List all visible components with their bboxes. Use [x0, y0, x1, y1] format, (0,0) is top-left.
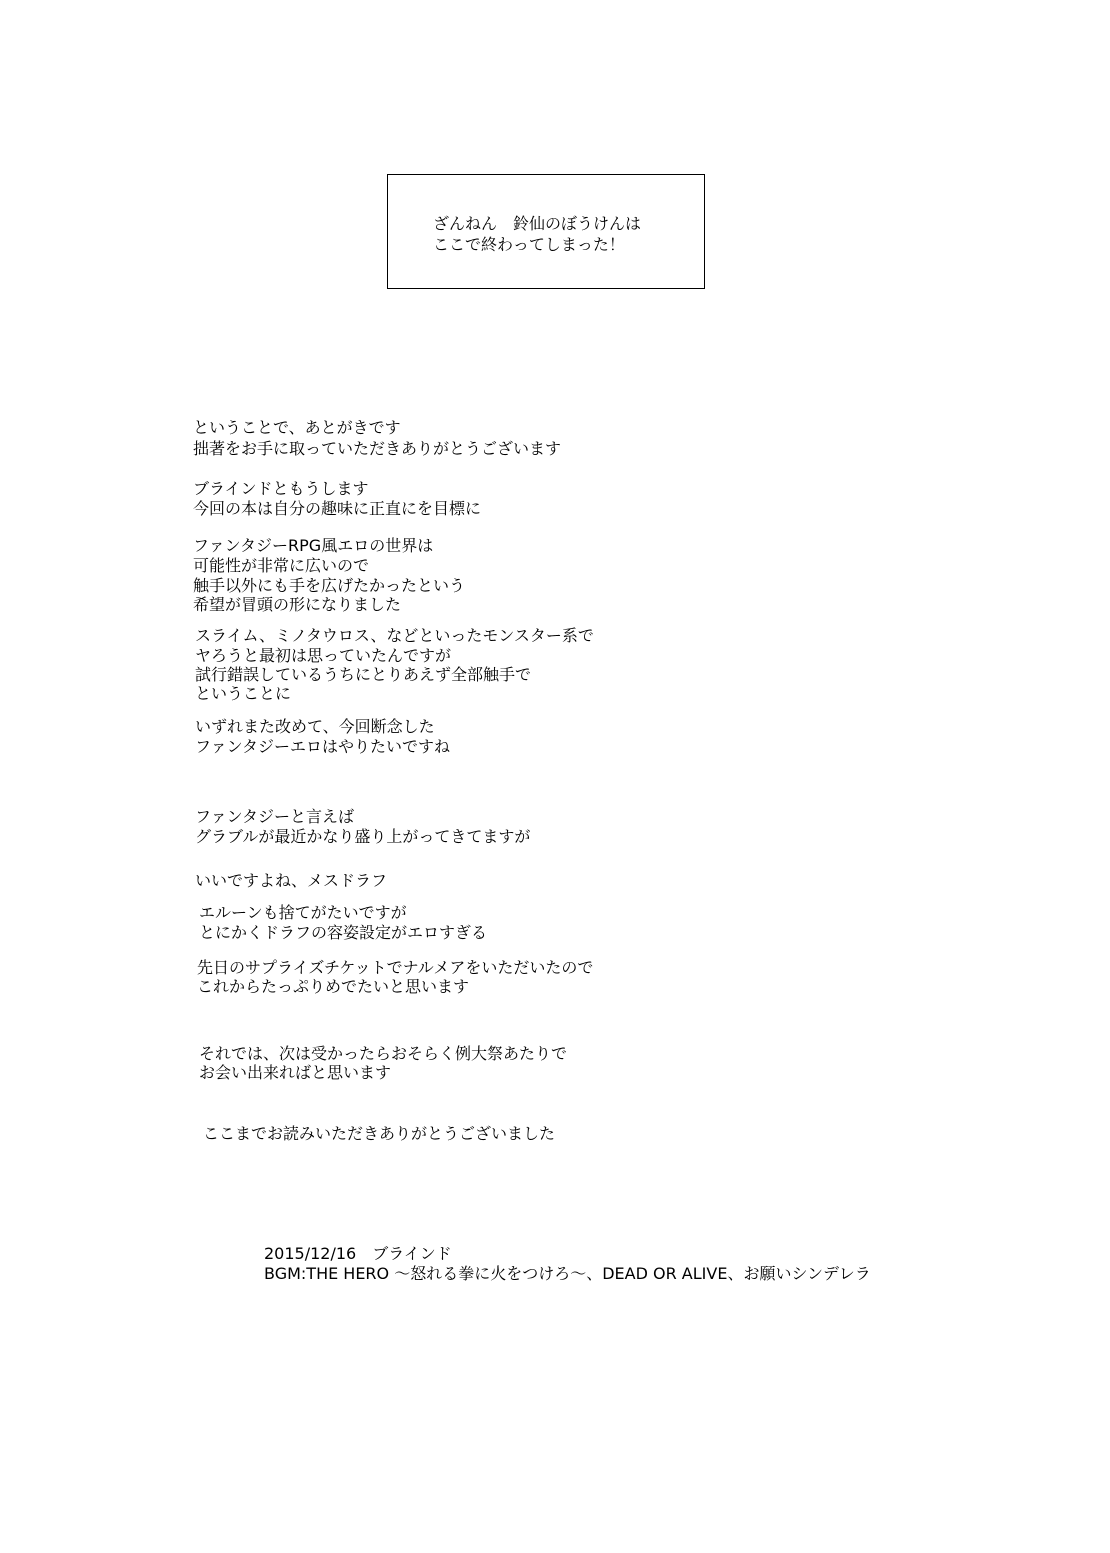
- text-line: 可能性が非常に広いので: [193, 556, 370, 575]
- text-line: ファンタジーと言えば: [195, 807, 355, 826]
- text-line: エルーンも捨てがたいですが: [199, 903, 407, 922]
- game-over-line-2: ここで終わってしまった！: [433, 235, 625, 254]
- text-line: スライム、ミノタウロス、などといったモンスター系で: [195, 626, 594, 645]
- text-line: 試行錯誤しているうちにとりあえず全部触手で: [195, 665, 532, 684]
- text-line: お会い出来ればと思います: [199, 1063, 392, 1082]
- text-line: 拙著をお手に取っていただきありがとうございます: [193, 439, 562, 458]
- bgm-line: BGM:THE HERO ～怒れる拳に火をつけろ～、DEAD OR ALIVE、お願いシンデレラ: [264, 1264, 871, 1283]
- signature-line: 2015/12/16 ブラインド: [264, 1244, 452, 1263]
- text-line: いずれまた改めて、今回断念した: [195, 717, 435, 736]
- text-line: ファンタジーRPG風エロの世界は: [193, 536, 434, 555]
- text-line: 触手以外にも手を広げたかったという: [193, 576, 466, 595]
- game-over-line-1: ざんねん 鈴仙のぼうけんは: [433, 214, 642, 233]
- text-line: 希望が冒頭の形になりました: [193, 595, 402, 614]
- game-over-text: [433, 213, 641, 255]
- text-line: ブラインドともうします: [193, 479, 369, 498]
- text-line: 今回の本は自分の趣味に正直にを目標に: [193, 499, 482, 518]
- text-line: それでは、次は受かったらおそらく例大祭あたりで: [199, 1044, 568, 1063]
- text-line: ヤろうと最初は思っていたんですが: [195, 646, 452, 665]
- game-over-box: [387, 174, 705, 289]
- text-line: グラブルが最近かなり盛り上がってきてますが: [195, 827, 531, 846]
- text-line: ここまでお読みいただきありがとうございました: [203, 1124, 556, 1143]
- text-line: これからたっぷりめでたいと思います: [197, 977, 470, 996]
- text-line: 先日のサプライズチケットでナルメアをいただいたので: [197, 958, 594, 977]
- text-line: とにかくドラフの容姿設定がエロすぎる: [199, 923, 488, 942]
- text-line: いいですよね、メスドラフ: [195, 871, 388, 890]
- text-line: ということに: [195, 684, 292, 703]
- text-line: ファンタジーエロはやりたいですね: [195, 737, 451, 756]
- text-line: ということで、あとがきです: [193, 418, 401, 437]
